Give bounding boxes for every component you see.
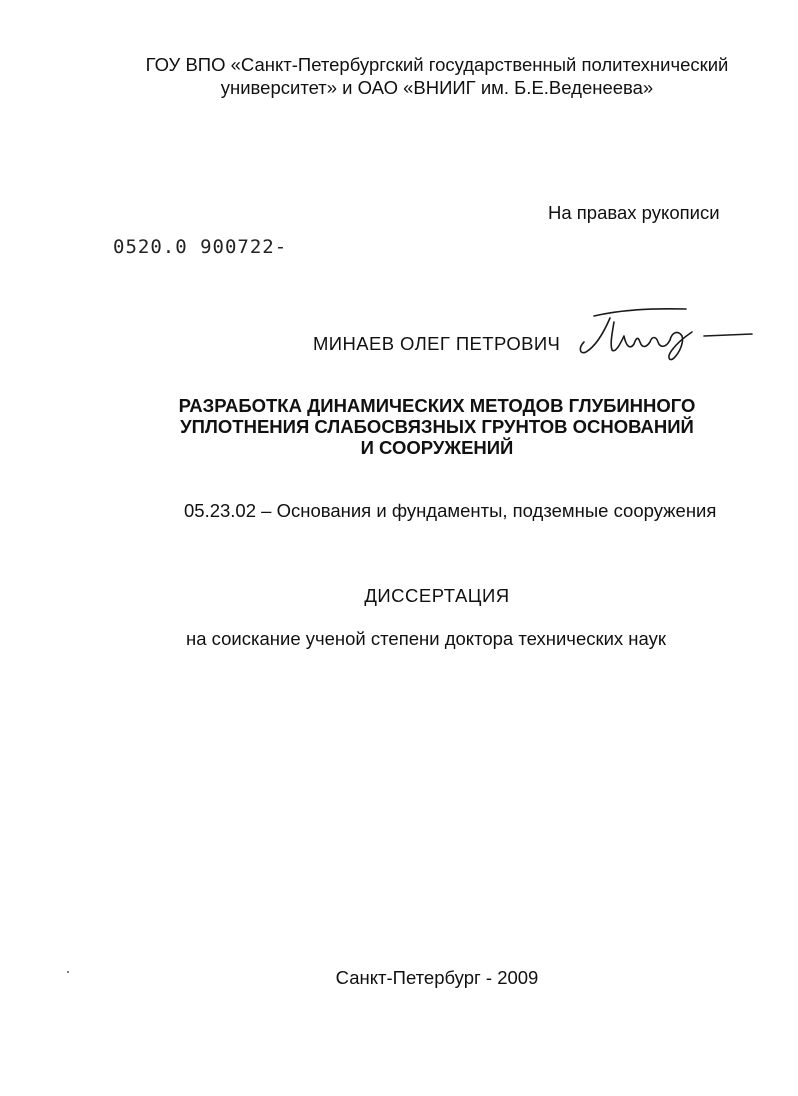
dissertation-title-line-3: И СООРУЖЕНИЙ bbox=[360, 437, 514, 458]
place-and-year: Санкт-Петербург - 2009 bbox=[335, 967, 539, 988]
registration-number: 0520.0 900722- bbox=[113, 236, 288, 258]
document-type: ДИССЕРТАЦИЯ bbox=[364, 585, 510, 606]
rights-note: На правах рукописи bbox=[548, 202, 720, 223]
degree-statement: на соискание ученой степени доктора технических наук bbox=[186, 628, 666, 649]
dissertation-title-line-2: УПЛОТНЕНИЯ СЛАБОСВЯЗНЫХ ГРУНТОВ ОСНОВАНИЙ bbox=[180, 416, 694, 437]
specialty-code: 05.23.02 – Основания и фундаменты, подземные сооружения bbox=[184, 500, 717, 521]
dissertation-title-line-1: РАЗРАБОТКА ДИНАМИЧЕСКИХ МЕТОДОВ ГЛУБИННОГО bbox=[178, 395, 696, 416]
handwritten-signature bbox=[574, 302, 764, 364]
organization-line-2: университет» и ОАО «ВНИИГ им. Б.Е.Веденеева» bbox=[220, 77, 654, 98]
author-name: МИНАЕВ ОЛЕГ ПЕТРОВИЧ bbox=[313, 333, 561, 354]
organization-line-1: ГОУ ВПО «Санкт-Петербургский государственный политехнический bbox=[145, 54, 729, 75]
